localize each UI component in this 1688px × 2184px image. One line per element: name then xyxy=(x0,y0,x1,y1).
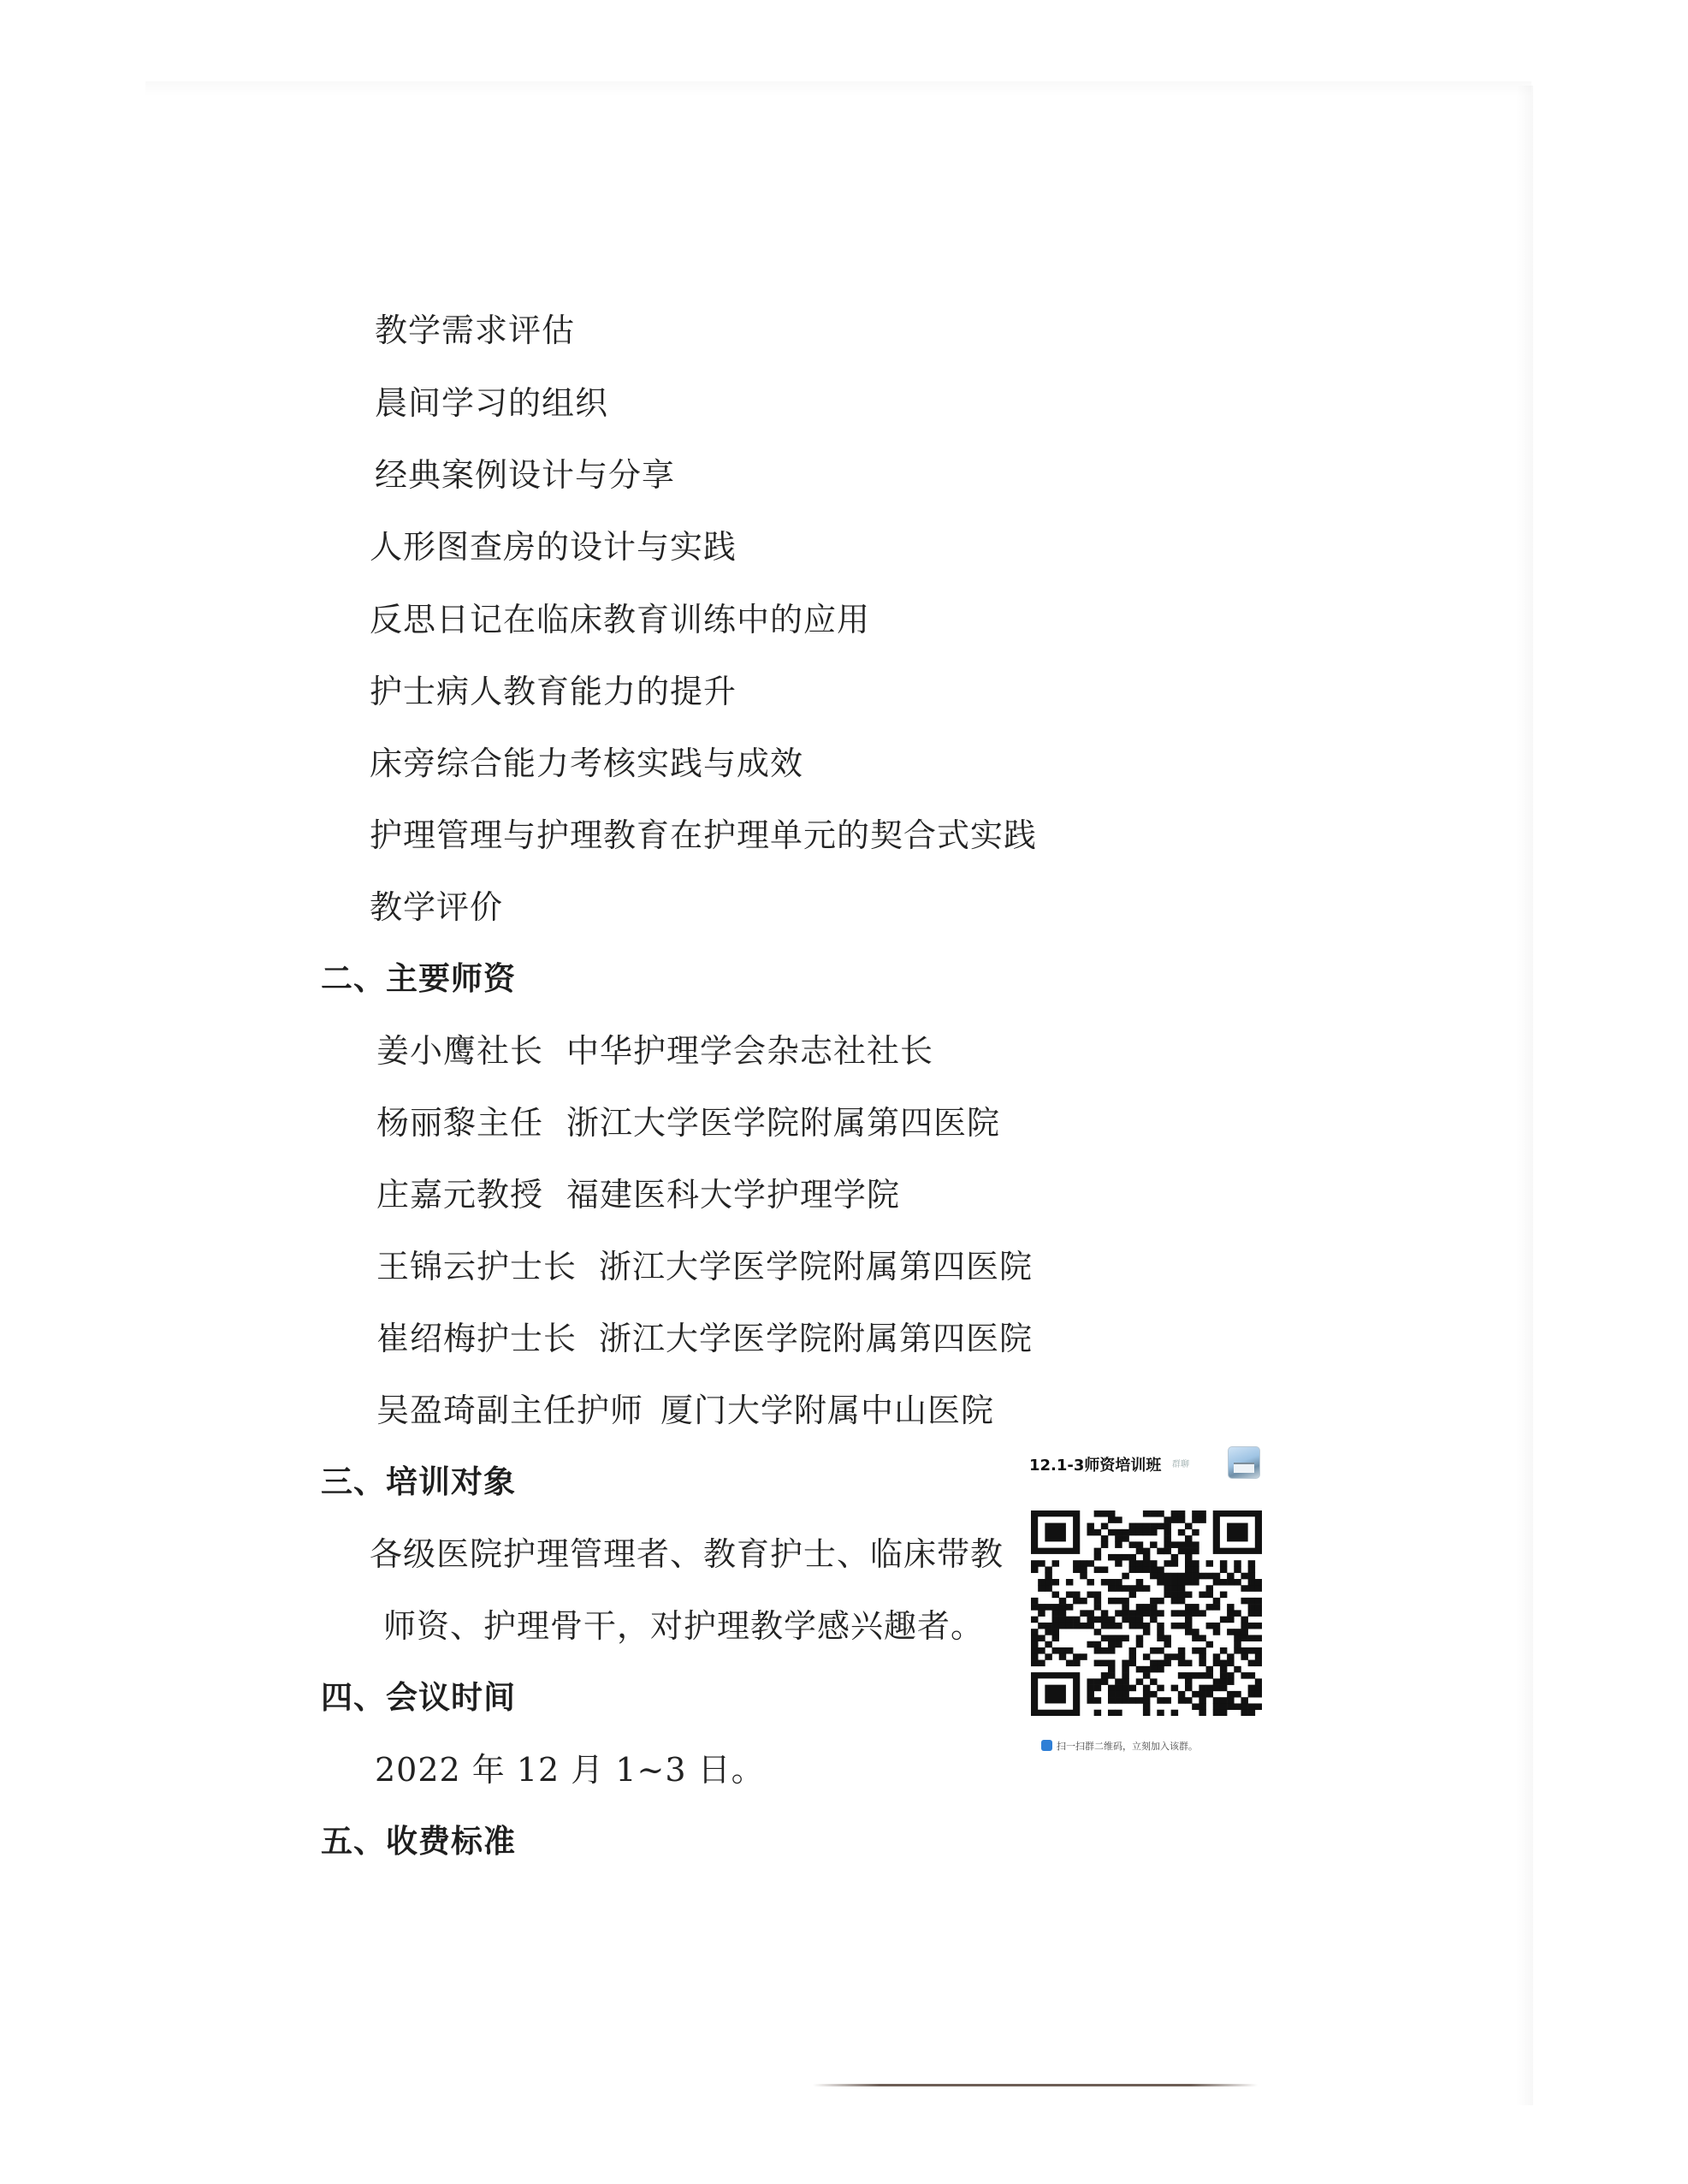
content-item: 床旁综合能力考核实践与成效 xyxy=(370,745,804,782)
content-item: 经典案例设计与分享 xyxy=(375,456,676,494)
teacher-institution: 福建医科大学护理学院 xyxy=(566,1176,901,1214)
teacher-name: 姜小鹰社长 xyxy=(376,1032,544,1070)
teacher-row xyxy=(376,1318,1034,1359)
scan-icon xyxy=(1041,1740,1052,1751)
audience-text: 师资、护理骨干，对护理教学感兴趣者。 xyxy=(383,1607,985,1645)
teacher-institution: 浙江大学医学院附属第四医院 xyxy=(566,1104,1001,1142)
qr-footer-text: 扫一扫群二维码，立刻加入该群。 xyxy=(1057,1741,1198,1752)
qr-code-icon[interactable] xyxy=(1031,1510,1262,1716)
scan-artifact-line xyxy=(813,2084,1258,2086)
teacher-row xyxy=(376,1174,901,1215)
content-item: 教学需求评估 xyxy=(375,312,576,349)
content-item: 教学评价 xyxy=(370,888,504,926)
group-avatar xyxy=(1228,1446,1260,1479)
teacher-row xyxy=(376,1246,1034,1287)
section-heading-time: 四、会议时间 xyxy=(321,1679,516,1716)
teacher-row xyxy=(376,1102,1001,1143)
meeting-date: 2022 年 12 月 1~3 日。 xyxy=(375,1751,765,1789)
teacher-row xyxy=(376,1030,934,1071)
teacher-name: 崔绍梅护士长 xyxy=(376,1320,577,1357)
page-edge-shadow-right xyxy=(1516,86,1533,2105)
content-item: 人形图查房的设计与实践 xyxy=(370,528,737,566)
group-qr-card[interactable] xyxy=(1022,1446,1283,1772)
teacher-institution: 中华护理学会杂志社社长 xyxy=(566,1032,934,1070)
teacher-institution: 浙江大学医学院附属第四医院 xyxy=(599,1320,1034,1357)
audience-text: 各级医院护理管理者、教育护士、临床带教 xyxy=(370,1535,1004,1573)
page-edge-shadow xyxy=(145,81,1531,97)
content-item: 晨间学习的组织 xyxy=(375,384,609,422)
teacher-name: 王锦云护士长 xyxy=(376,1248,577,1285)
content-item: 反思日记在临床教育训练中的应用 xyxy=(370,601,871,638)
qr-group-badge: 群聊 xyxy=(1172,1460,1189,1469)
section-heading-audience: 三、培训对象 xyxy=(321,1463,516,1500)
section-heading-fees: 五、收费标准 xyxy=(321,1823,516,1860)
teacher-row xyxy=(376,1390,995,1431)
teacher-name: 杨丽黎主任 xyxy=(376,1104,544,1142)
qr-group-title: 12.1-3师资培训班 xyxy=(1029,1457,1162,1475)
section-heading-faculty: 二、主要师资 xyxy=(321,960,516,997)
teacher-institution: 浙江大学医学院附属第四医院 xyxy=(599,1248,1034,1285)
content-item: 护理管理与护理教育在护理单元的契合式实践 xyxy=(370,816,1038,854)
teacher-institution: 厦门大学附属中山医院 xyxy=(660,1392,995,1429)
teacher-name: 吴盈琦副主任护师 xyxy=(376,1392,644,1429)
teacher-name: 庄嘉元教授 xyxy=(376,1176,544,1214)
content-item: 护士病人教育能力的提升 xyxy=(370,673,737,710)
